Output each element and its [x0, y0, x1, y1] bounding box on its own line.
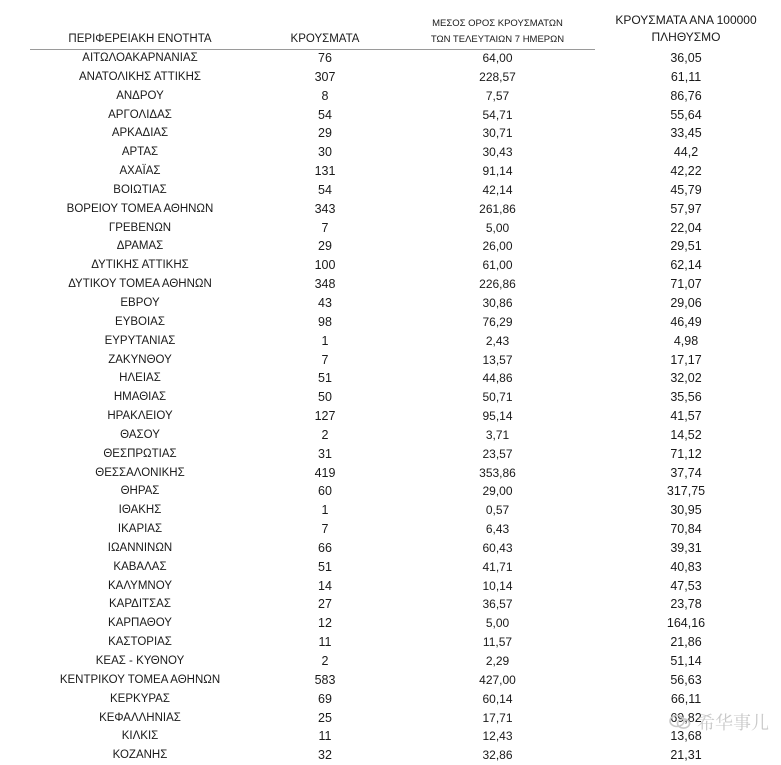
per100k-cell: 30,95 — [670, 503, 702, 518]
cases-cell: 29 — [318, 126, 332, 141]
avg7-cell: 61,00 — [482, 258, 513, 273]
avg7-cell: 26,00 — [482, 239, 513, 254]
cases-cell: 76 — [318, 51, 332, 65]
region-cell: ΔΡΑΜΑΣ — [116, 240, 164, 253]
avg7-cell: 36,57 — [482, 597, 513, 612]
avg7-cell: 64,00 — [482, 51, 513, 65]
avg7-cell: 5,00 — [485, 220, 510, 235]
region-cell: ΑΧΑΪΑΣ — [119, 165, 161, 178]
region-cell: ΚΑΡΠΑΘΟΥ — [108, 617, 172, 630]
per100k-cell: 37,74 — [670, 465, 702, 480]
region-cell: ΔΥΤΙΚΗΣ ΑΤΤΙΚΗΣ — [91, 259, 189, 272]
cases-cell: 348 — [314, 277, 336, 292]
per100k-cell: 66,11 — [670, 691, 702, 706]
cases-cell: 32 — [318, 748, 332, 763]
cases-cell: 11 — [318, 635, 332, 650]
cases-cell: 14 — [318, 578, 332, 593]
table-row — [0, 49, 781, 68]
table-row — [0, 652, 781, 671]
region-cell: ΑΙΤΩΛΟΑΚΑΡΝΑΝΙΑΣ — [82, 52, 198, 64]
region-cell: ΕΥΒΟΙΑΣ — [115, 315, 165, 328]
cases-cell: 127 — [314, 409, 336, 424]
avg7-cell: 30,43 — [482, 145, 513, 160]
header-per100k-line1: ΚΡΟΥΣΜΑΤΑ ΑΝΑ 100000 — [615, 13, 757, 27]
avg7-cell: 60,14 — [482, 691, 513, 706]
cases-cell: 43 — [318, 295, 332, 310]
region-cell: ΒΟΡΕΙΟΥ ΤΟΜΕΑ ΑΘΗΝΩΝ — [66, 202, 214, 215]
per100k-cell: 47,53 — [670, 578, 702, 593]
per100k-cell: 42,22 — [670, 164, 702, 179]
table-row — [0, 633, 781, 652]
table-row — [0, 501, 781, 520]
table-row — [0, 294, 781, 313]
cases-cell: 50 — [318, 390, 332, 405]
region-cell: ΖΑΚΥΝΘΟΥ — [108, 353, 172, 366]
table-row — [0, 162, 781, 181]
header-avg7-line1: ΜΕΣΟΣ ΟΡΟΣ ΚΡΟΥΣΜΑΤΩΝ — [432, 18, 563, 29]
region-cell: ΙΚΑΡΙΑΣ — [117, 523, 163, 536]
table-row — [0, 746, 781, 765]
region-cell: ΙΘΑΚΗΣ — [118, 504, 162, 517]
header-region: ΠΕΡΙΦΕΡΕΙΑΚΗ ΕΝΟΤΗΤΑ — [68, 33, 212, 45]
region-cell: ΘΗΡΑΣ — [120, 485, 160, 498]
cases-cell: 12 — [318, 616, 332, 631]
per100k-cell: 32,02 — [670, 371, 702, 386]
avg7-cell: 54,71 — [482, 107, 513, 122]
region-cell: ΓΡΕΒΕΝΩΝ — [108, 221, 172, 234]
cases-cell: 54 — [318, 107, 332, 122]
per100k-cell: 4,98 — [673, 333, 699, 348]
region-cell: ΕΥΡΥΤΑΝΙΑΣ — [104, 334, 176, 347]
region-cell: ΑΡΤΑΣ — [121, 146, 159, 159]
avg7-cell: 44,86 — [482, 371, 513, 386]
header-per100k-line2: ΠΛΗΘΥΣΜΟ — [651, 30, 721, 44]
table-row — [0, 671, 781, 690]
per100k-cell: 29,51 — [670, 239, 702, 254]
per100k-cell: 22,04 — [670, 220, 702, 235]
avg7-cell: 10,14 — [482, 578, 513, 593]
avg7-cell: 2,29 — [485, 654, 510, 668]
per100k-cell: 40,83 — [670, 559, 702, 574]
per100k-cell: 55,64 — [670, 107, 702, 122]
cases-cell: 583 — [314, 672, 336, 687]
cases-cell: 7 — [321, 220, 329, 235]
avg7-cell: 50,71 — [482, 390, 513, 405]
table-row — [0, 558, 781, 577]
header-avg7 — [400, 16, 595, 48]
per100k-cell: 71,07 — [670, 277, 702, 292]
per100k-cell: 17,17 — [670, 352, 702, 367]
avg7-cell: 95,14 — [482, 409, 513, 424]
region-cell: ΚΟΖΑΝΗΣ — [112, 749, 168, 762]
table-row — [0, 464, 781, 483]
avg7-cell: 91,14 — [482, 164, 513, 179]
region-cell: ΚΕΑΣ - ΚΥΘΝΟΥ — [95, 655, 185, 667]
table-row — [0, 143, 781, 162]
cases-cell: 307 — [314, 69, 336, 84]
cases-cell: 30 — [318, 145, 332, 160]
region-cell: ΚΑΛΥΜΝΟΥ — [108, 579, 172, 592]
cases-cell: 2 — [321, 427, 329, 442]
table-row — [0, 351, 781, 370]
avg7-cell: 6,43 — [485, 522, 510, 537]
cases-cell: 7 — [321, 522, 329, 537]
avg7-cell: 353,86 — [479, 465, 516, 480]
cases-cell: 69 — [318, 691, 332, 706]
region-cell: ΑΡΓΟΛΙΔΑΣ — [108, 108, 172, 121]
table-row — [0, 577, 781, 596]
table-row — [0, 690, 781, 709]
header-cases: ΚΡΟΥΣΜΑΤΑ — [290, 33, 360, 45]
cases-cell: 54 — [318, 182, 332, 197]
table-row — [0, 614, 781, 633]
region-cell: ΑΝΑΤΟΛΙΚΗΣ ΑΤΤΙΚΗΣ — [78, 70, 201, 83]
per100k-cell: 39,31 — [670, 540, 702, 555]
cases-cell: 11 — [318, 729, 332, 744]
avg7-cell: 5,00 — [485, 616, 510, 631]
table-row — [0, 200, 781, 219]
avg7-cell: 30,71 — [482, 126, 513, 141]
table-row — [0, 68, 781, 87]
cases-cell: 31 — [318, 446, 332, 461]
avg7-cell: 228,57 — [479, 69, 516, 84]
per100k-cell: 41,57 — [670, 409, 702, 424]
table-row — [0, 539, 781, 558]
per100k-cell: 86,76 — [670, 88, 702, 103]
table-row — [0, 313, 781, 332]
per100k-cell: 35,56 — [670, 390, 702, 405]
watermark-text: 希华事儿 — [697, 713, 769, 733]
per100k-cell: 56,63 — [670, 672, 702, 687]
per100k-cell: 44,2 — [673, 145, 699, 160]
table-row — [0, 87, 781, 106]
cases-cell: 8 — [321, 88, 329, 103]
table-row — [0, 332, 781, 351]
per100k-cell: 51,14 — [670, 654, 702, 668]
region-cell: ΚΕΡΚΥΡΑΣ — [110, 692, 170, 705]
region-cell: ΗΜΑΘΙΑΣ — [113, 391, 167, 404]
region-cell: ΚΕΦΑΛΛΗΝΙΑΣ — [99, 711, 181, 724]
table-row — [0, 237, 781, 256]
avg7-cell: 261,86 — [479, 201, 516, 216]
per100k-cell: 45,79 — [670, 182, 702, 197]
table-row — [0, 181, 781, 200]
cases-cell: 29 — [318, 239, 332, 254]
region-cell: ΚΙΛΚΙΣ — [121, 730, 159, 743]
region-cell: ΒΟΙΩΤΙΑΣ — [113, 183, 167, 196]
avg7-cell: 42,14 — [482, 182, 513, 197]
region-cell: ΚΑΣΤΟΡΙΑΣ — [108, 636, 172, 649]
table-row — [0, 407, 781, 426]
per100k-cell: 70,84 — [670, 522, 702, 537]
cases-cell: 60 — [318, 484, 332, 499]
table-row — [0, 426, 781, 445]
avg7-cell: 23,57 — [482, 446, 513, 461]
cases-cell: 419 — [314, 465, 336, 480]
region-cell: ΘΕΣΣΑΛΟΝΙΚΗΣ — [95, 466, 185, 479]
per100k-cell: 71,12 — [670, 446, 702, 461]
region-cell: ΑΝΔΡΟΥ — [116, 89, 164, 102]
per100k-cell: 317,75 — [666, 484, 706, 499]
cases-cell: 51 — [318, 559, 332, 574]
region-cell: ΔΥΤΙΚΟΥ ΤΟΜΕΑ ΑΘΗΝΩΝ — [68, 278, 212, 291]
table-row — [0, 709, 781, 728]
per100k-cell: 61,11 — [670, 69, 702, 84]
table-row — [0, 256, 781, 275]
table-row — [0, 275, 781, 294]
per100k-cell: 36,05 — [670, 51, 702, 65]
table-row — [0, 595, 781, 614]
avg7-cell: 12,43 — [482, 729, 513, 744]
avg7-cell: 427,00 — [479, 672, 516, 687]
cases-cell: 100 — [314, 258, 336, 273]
table-row — [0, 106, 781, 125]
region-cell: ΘΑΣΟΥ — [120, 428, 160, 441]
cases-cell: 1 — [321, 333, 329, 348]
avg7-cell: 30,86 — [482, 295, 513, 310]
per100k-cell: 57,97 — [670, 201, 702, 216]
cases-cell: 1 — [321, 503, 329, 518]
avg7-cell: 13,57 — [482, 352, 513, 367]
region-cell: ΕΒΡΟΥ — [120, 296, 160, 309]
avg7-cell: 60,43 — [482, 540, 513, 555]
table-body — [0, 49, 781, 765]
table-row — [0, 520, 781, 539]
header-avg7-line2: ΤΩΝ ΤΕΛΕΥΤΑΙΩΝ 7 ΗΜΕΡΩΝ — [430, 34, 565, 45]
per100k-cell: 69,82 — [670, 710, 702, 725]
cases-cell: 25 — [318, 710, 332, 725]
table-row — [0, 727, 781, 746]
per100k-cell: 23,78 — [670, 597, 702, 612]
table-row — [0, 482, 781, 501]
region-cell: ΑΡΚΑΔΙΑΣ — [111, 127, 169, 140]
avg7-cell: 41,71 — [482, 559, 513, 574]
cases-cell: 51 — [318, 371, 332, 386]
avg7-cell: 3,71 — [485, 427, 510, 442]
cases-cell: 131 — [314, 164, 336, 179]
table-row — [0, 124, 781, 143]
per100k-cell: 164,16 — [666, 616, 706, 631]
per100k-cell: 21,31 — [670, 748, 702, 763]
avg7-cell: 0,57 — [485, 503, 510, 518]
wechat-official-account-icon — [669, 714, 691, 730]
cases-cell: 98 — [318, 314, 332, 329]
region-cell: ΚΕΝΤΡΙΚΟΥ ΤΟΜΕΑ ΑΘΗΝΩΝ — [59, 673, 221, 686]
region-cell: ΘΕΣΠΡΩΤΙΑΣ — [103, 447, 177, 460]
watermark — [669, 709, 769, 735]
table-row — [0, 445, 781, 464]
cases-cell: 343 — [314, 201, 336, 216]
cases-cell: 7 — [321, 352, 329, 367]
region-cell: ΚΑΒΑΛΑΣ — [113, 560, 167, 573]
table-row — [0, 219, 781, 238]
avg7-cell: 32,86 — [482, 748, 513, 763]
avg7-cell: 2,43 — [485, 333, 510, 348]
table-row — [0, 388, 781, 407]
avg7-cell: 226,86 — [479, 277, 516, 292]
cases-cell: 2 — [321, 654, 329, 668]
region-cell: ΚΑΡΔΙΤΣΑΣ — [109, 598, 171, 611]
region-cell: ΗΡΑΚΛΕΙΟΥ — [107, 410, 173, 423]
table-row — [0, 369, 781, 388]
per100k-cell: 21,86 — [670, 635, 702, 650]
cases-cell: 27 — [318, 597, 332, 612]
per100k-cell: 62,14 — [670, 258, 702, 273]
avg7-cell: 76,29 — [482, 314, 513, 329]
header-per100k — [595, 12, 777, 46]
per100k-cell: 29,06 — [670, 295, 702, 310]
avg7-cell: 11,57 — [482, 635, 513, 650]
region-cell: ΗΛΕΙΑΣ — [119, 372, 161, 385]
region-cell: ΙΩΑΝΝΙΝΩΝ — [107, 541, 173, 554]
per100k-cell: 14,52 — [670, 427, 702, 442]
per100k-cell: 46,49 — [670, 314, 702, 329]
avg7-cell: 7,57 — [485, 88, 510, 103]
per100k-cell: 13,68 — [670, 729, 702, 744]
cases-cell: 66 — [318, 540, 332, 555]
per100k-cell: 33,45 — [670, 126, 702, 141]
avg7-cell: 29,00 — [482, 484, 513, 499]
avg7-cell: 17,71 — [482, 710, 513, 725]
